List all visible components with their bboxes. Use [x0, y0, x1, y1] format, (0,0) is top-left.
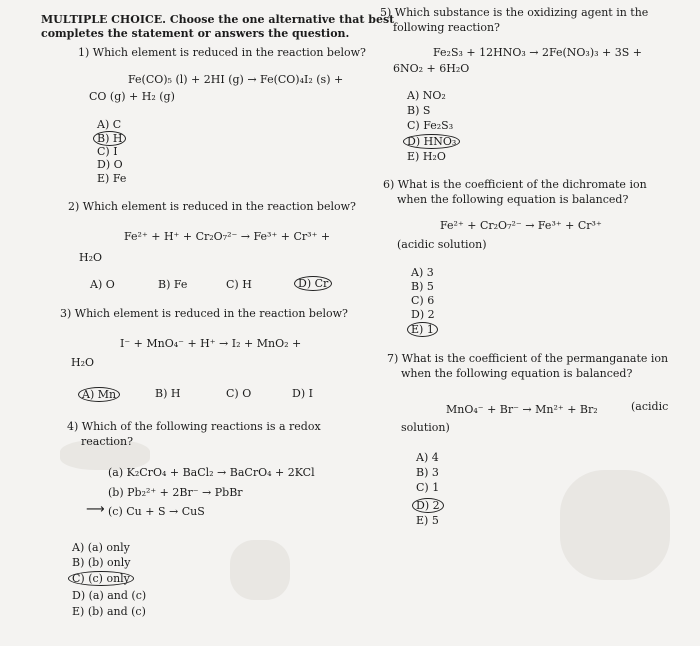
q5-equation-line-2: 6NO₂ + 6H₂O [393, 62, 470, 75]
q6-equation-line-2: (acidic solution) [397, 238, 487, 251]
q6-option-b[interactable]: B) 5 [411, 280, 434, 293]
q2-option-c[interactable]: C) H [226, 278, 252, 291]
q1-equation-line-2: CO (g) + H₂ (g) [89, 90, 175, 103]
q4-reaction-b: (b) Pb₂²⁺ + 2Br⁻ → PbBr [108, 486, 243, 499]
q3-stem: 3) Which element is reduced in the reaction below? [60, 307, 348, 320]
q4-option-c-circled: C) (c) only [68, 571, 134, 586]
q1-option-e[interactable]: E) Fe [97, 172, 127, 185]
q6-option-c[interactable]: C) 6 [411, 294, 435, 307]
q5-option-d-circled: D) HNO₃ [403, 134, 460, 149]
q3-option-b[interactable]: B) H [155, 387, 181, 400]
q6-stem-line-2: when the following equation is balanced? [397, 193, 629, 206]
q2-option-d-circled: D) Cr [294, 276, 332, 291]
q3-option-a[interactable] [82, 387, 120, 402]
q1-option-c[interactable]: C) I [97, 145, 118, 158]
q5-option-c[interactable]: C) Fe₂S₃ [407, 119, 454, 132]
q3-option-d[interactable]: D) I [292, 387, 313, 400]
q5-equation-line-1: Fe₂S₃ + 12HNO₃ → 2Fe(NO₃)₃ + 3S + [433, 46, 642, 59]
q6-option-e-circled: E) 1 [407, 322, 438, 337]
q7-option-b[interactable]: B) 3 [416, 466, 439, 479]
q7-equation-line-1: MnO₄⁻ + Br⁻ → Mn²⁺ + Br₂ [446, 403, 598, 416]
q6-option-d[interactable]: D) 2 [411, 308, 435, 321]
q7-equation-acidic: (acidic [631, 400, 669, 413]
instructions-line-2: completes the statement or answers the question. [41, 27, 350, 40]
q7-option-d[interactable] [416, 498, 444, 513]
q7-equation-line-2: solution) [401, 421, 450, 434]
q4-reaction-a: (a) K₂CrO₄ + BaCl₂ → BaCrO₄ + 2KCl [108, 466, 315, 479]
q1-option-b-circled: B) H [93, 131, 126, 146]
q1-option-a[interactable]: A) C [97, 118, 122, 131]
q7-option-e[interactable]: E) 5 [416, 514, 439, 527]
q5-option-b[interactable]: B) S [407, 104, 431, 117]
q3-equation-line-1: I⁻ + MnO₄⁻ + H⁺ → I₂ + MnO₂ + [120, 337, 302, 350]
q2-equation-line-2: H₂O [79, 251, 103, 264]
q7-stem-line-1: 7) What is the coefficient of the permanganate ion [387, 352, 669, 365]
q5-option-a[interactable]: A) NO₂ [407, 89, 446, 102]
q1-stem: 1) Which element is reduced in the reaction below? [78, 46, 366, 59]
q2-option-a[interactable]: A) O [90, 278, 115, 291]
handwritten-arrow-icon: ⟶ [86, 502, 105, 517]
q7-option-d-circled: D) 2 [412, 498, 444, 513]
q6-option-e[interactable] [411, 322, 438, 337]
q1-option-d[interactable]: D) O [97, 158, 123, 171]
q7-stem-line-2: when the following equation is balanced? [401, 367, 633, 380]
q4-option-a[interactable]: A) (a) only [72, 541, 130, 554]
q2-stem: 2) Which element is reduced in the reaction below? [68, 200, 356, 213]
paper-smudge [560, 470, 670, 580]
q2-option-b[interactable]: B) Fe [158, 278, 188, 291]
q6-option-a[interactable]: A) 3 [411, 266, 434, 279]
q5-option-e[interactable]: E) H₂O [407, 150, 446, 163]
paper-smudge [230, 540, 290, 600]
q4-reaction-c: (c) Cu + S → CuS [108, 505, 205, 518]
q5-stem-line-1: 5) Which substance is the oxidizing agent in the [380, 6, 649, 19]
q5-option-d[interactable] [407, 134, 460, 149]
q1-equation-line-1: Fe(CO)₅ (l) + 2HI (g) → Fe(CO)₄I₂ (s) + [128, 73, 344, 86]
q6-equation-line-1: Fe²⁺ + Cr₂O₇²⁻ → Fe³⁺ + Cr³⁺ [440, 219, 602, 232]
q7-option-c[interactable]: C) 1 [416, 481, 440, 494]
q3-option-c[interactable]: C) O [226, 387, 252, 400]
q4-option-c[interactable] [72, 571, 134, 586]
q4-stem-line-2: reaction? [81, 435, 134, 448]
q4-option-d[interactable]: D) (a) and (c) [72, 589, 147, 602]
q4-option-e[interactable]: E) (b) and (c) [72, 605, 146, 618]
instructions-line-1: MULTIPLE CHOICE. Choose the one alternative that best [41, 13, 395, 26]
q2-option-d[interactable] [298, 276, 332, 291]
q7-option-a[interactable]: A) 4 [416, 451, 439, 464]
q4-stem-line-1: 4) Which of the following reactions is a redox [67, 420, 321, 433]
q4-option-b[interactable]: B) (b) only [72, 556, 131, 569]
q2-equation-line-1: Fe²⁺ + H⁺ + Cr₂O₇²⁻ → Fe³⁺ + Cr³⁺ + [124, 230, 331, 243]
q6-stem-line-1: 6) What is the coefficient of the dichromate ion [383, 178, 647, 191]
q1-option-b[interactable] [97, 131, 126, 146]
q3-option-a-circled: A) Mn [78, 387, 120, 402]
q3-equation-line-2: H₂O [71, 356, 95, 369]
q5-stem-line-2: following reaction? [393, 21, 500, 34]
